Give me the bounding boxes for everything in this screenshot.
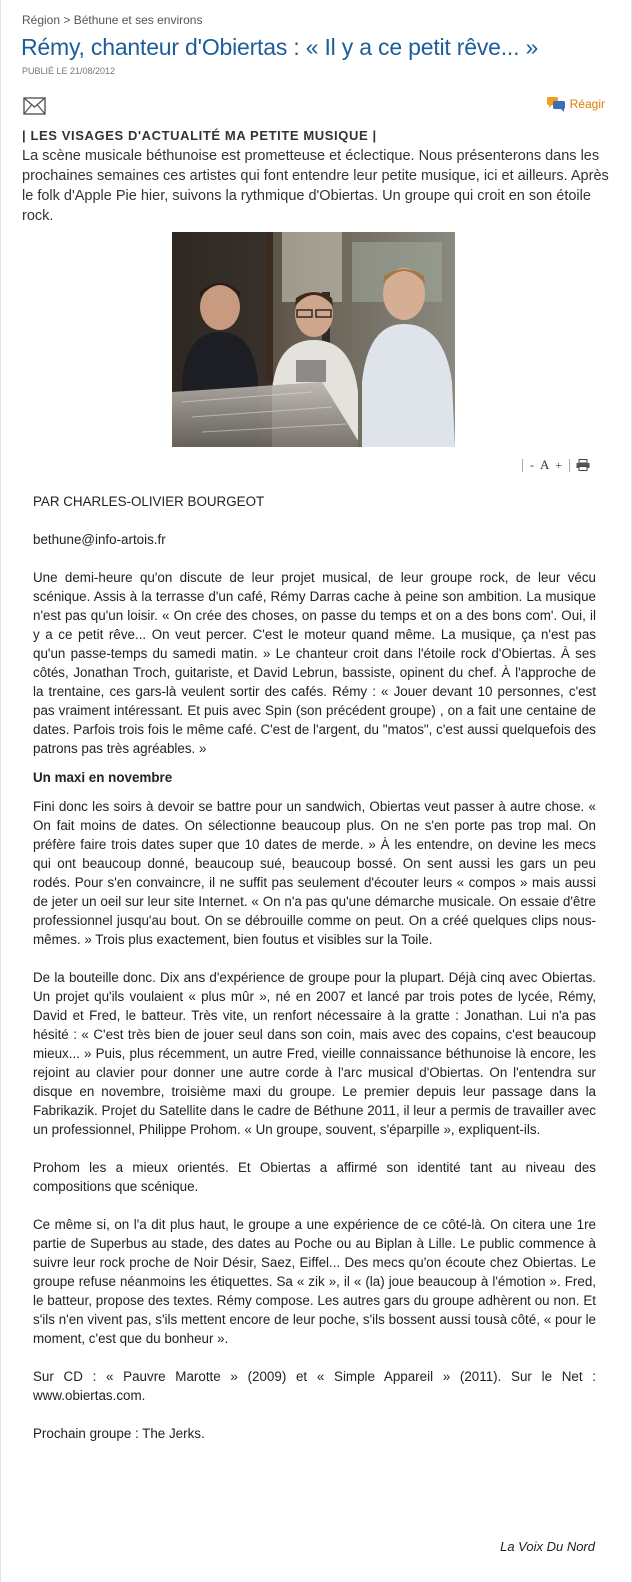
article-kicker: | LES VISAGES D'ACTUALITÉ MA PETITE MUSIQUE |	[22, 128, 377, 143]
source-credit: La Voix Du Nord	[500, 1539, 595, 1554]
react-label: Réagir	[569, 97, 605, 111]
subheading: Un maxi en novembre	[33, 770, 173, 785]
paragraph: Prohom les a mieux orientés. Et Obiertas a affirmé son identité tant au niveau des compositions que scénique.	[33, 1160, 596, 1194]
publish-date: PUBLIÉ LE 21/08/2012	[22, 66, 116, 76]
font-size-icon: A	[540, 457, 550, 472]
breadcrumb-region[interactable]: Région	[22, 13, 61, 27]
article-lead: La scène musicale béthunoise est prometteuse et éclectique. Nous présenterons dans les prochaines semaines ces artistes qui font entendre leur petite musique, ici et ailleurs. Après le folk d'Apple Pie hier, suivons la rythmique d'Obiertas. Un groupe qui croit en son étoile rock.	[22, 148, 609, 224]
paragraph: Une demi-heure qu'on discute de leur projet musical, de leur groupe rock, de leur vécu scénique. Assis à la terrasse d'un café, Rémy Darras cache à peine son ambition. La musique n'est pas qu'un loisir. « On crée des choses, on passe du temps et on a des bons com'. Oui, il y a ce petit rêve... On veut percer. C'est le moteur quand même. La musique, ça n'est pas qu'un passe-temps du samedi matin. » Le chanteur croit dans l'étoile rock d'Obiertas. À ses côtés, Jonathan Troch, guitariste, et David Lebrun, bassiste, opinent du chef. À l'approche de la trentaine, ces gars-là veulent sortir des cafés. Rémy : « Jouer devant 10 personnes, c'est pas vraiment intéressant. Et puis avec Spin (son précédent groupe) , on a fait une centaine de dates. Parfois trois fois le même café. C'est de l'argent, du "matos", c'est aussi quelquefois des patrons pas très agréables. »	[33, 570, 596, 756]
divider	[569, 459, 570, 472]
article-title: Rémy, chanteur d'Obiertas : « Il y a ce petit rêve... »	[21, 34, 539, 60]
paragraph: De la bouteille donc. Dix ans d'expérience de groupe pour la plupart. Déjà cinq avec Obiertas. Un projet qu'ils voulaient « plus mûr », né en 2007 et lancé par trois potes de lycée, Rémy, David et Fred, le batteur. Très vite, un renfort nécessaire à la gratte : Jonathan. Lui n'a pas hésité : « C'est très bien de jouer seul dans son coin, mais avec des copains, c'est beaucoup mieux... » Puis, plus récemment, un autre Fred, vieille connaissance béthunoise là encore, les rejoint au clavier pour donner une autre corde à l'arc musical d'Obiertas. On l'entendra sur disque en novembre, troisième maxi du groupe. Le premier depuis leur passage dans la Fabrikazik. Projet du Satellite dans le cadre de Béthune 2011, il leur a permis de travailler avec un professionnel, Philippe Prohom. « Un groupe, souvent, s'éparpille », expliquent-ils.	[33, 970, 596, 1137]
article-body	[33, 492, 596, 1462]
print-icon[interactable]	[576, 459, 590, 471]
envelope-icon[interactable]	[23, 97, 46, 115]
breadcrumb	[22, 13, 202, 27]
divider	[522, 459, 523, 472]
article-tools	[518, 458, 590, 472]
paragraph: Prochain groupe : The Jerks.	[33, 1426, 205, 1441]
increase-font-button[interactable]: +	[555, 457, 563, 472]
paragraph: Ce même si, on l'a dit plus haut, le groupe a une expérience de ce côté-là. On citera une 1re partie de Superbus au stade, des dates au Poche ou au Biplan à Lille. Le public commence à suivre leur rock proche de Noir Désir, Saez, Eiffel... Des mecs qu'on écoute chez Obiertas. Le groupe refuse néanmoins les étiquettes. Sa « zik », il « (la) joue beaucoup à l'émotion ». Fred, le batteur, propose des textes. Rémy compose. Les autres gars du groupe adhèrent ou non. Et s'ils n'en vivent pas, s'ils mettent encore de leur poche, s'ils bossent aussi tousà côté, « pour le moment, c'est que du bonheur ».	[33, 1217, 596, 1346]
breadcrumb-area[interactable]: Béthune et ses environs	[73, 13, 203, 27]
author-email-link[interactable]: bethune@info-artois.fr	[33, 532, 166, 547]
paragraph: Fini donc les soirs à devoir se battre pour un sandwich, Obiertas veut passer à autre chose. « On fait moins de dates. On sélectionne beaucoup plus. On ne s'en porte pas trop mal. On préfère faire trois dates super que 10 dates de merde. » À les entendre, on devine les mecs qui ont beaucoup donné, beaucoup sué, beaucoup bossé. On sent aussi les gars un peu rodés. Pour s'en convaincre, il ne suffit pas seulement d'écouter leurs « compos » mais aussi de jeter un oeil sur leur site Internet. « On n'a pas qu'une démarche musicale. On essaie d'être professionnel jusqu'au bout. On se débrouille comme on peut. On a créé quelques clips nous-mêmes. » Trois plus exactement, bien foutus et visibles sur la Toile.	[33, 799, 596, 947]
react-button[interactable]	[546, 96, 605, 112]
band-photo	[172, 232, 455, 447]
breadcrumb-separator: >	[60, 13, 74, 27]
decrease-font-button[interactable]: -	[530, 457, 534, 472]
paragraph: Sur CD : « Pauvre Marotte » (2009) et « Simple Appareil » (2011). Sur le Net : www.obiertas.com.	[33, 1369, 596, 1403]
byline: PAR CHARLES-OLIVIER BOURGEOT	[33, 494, 265, 509]
speech-bubbles-icon	[546, 96, 566, 112]
